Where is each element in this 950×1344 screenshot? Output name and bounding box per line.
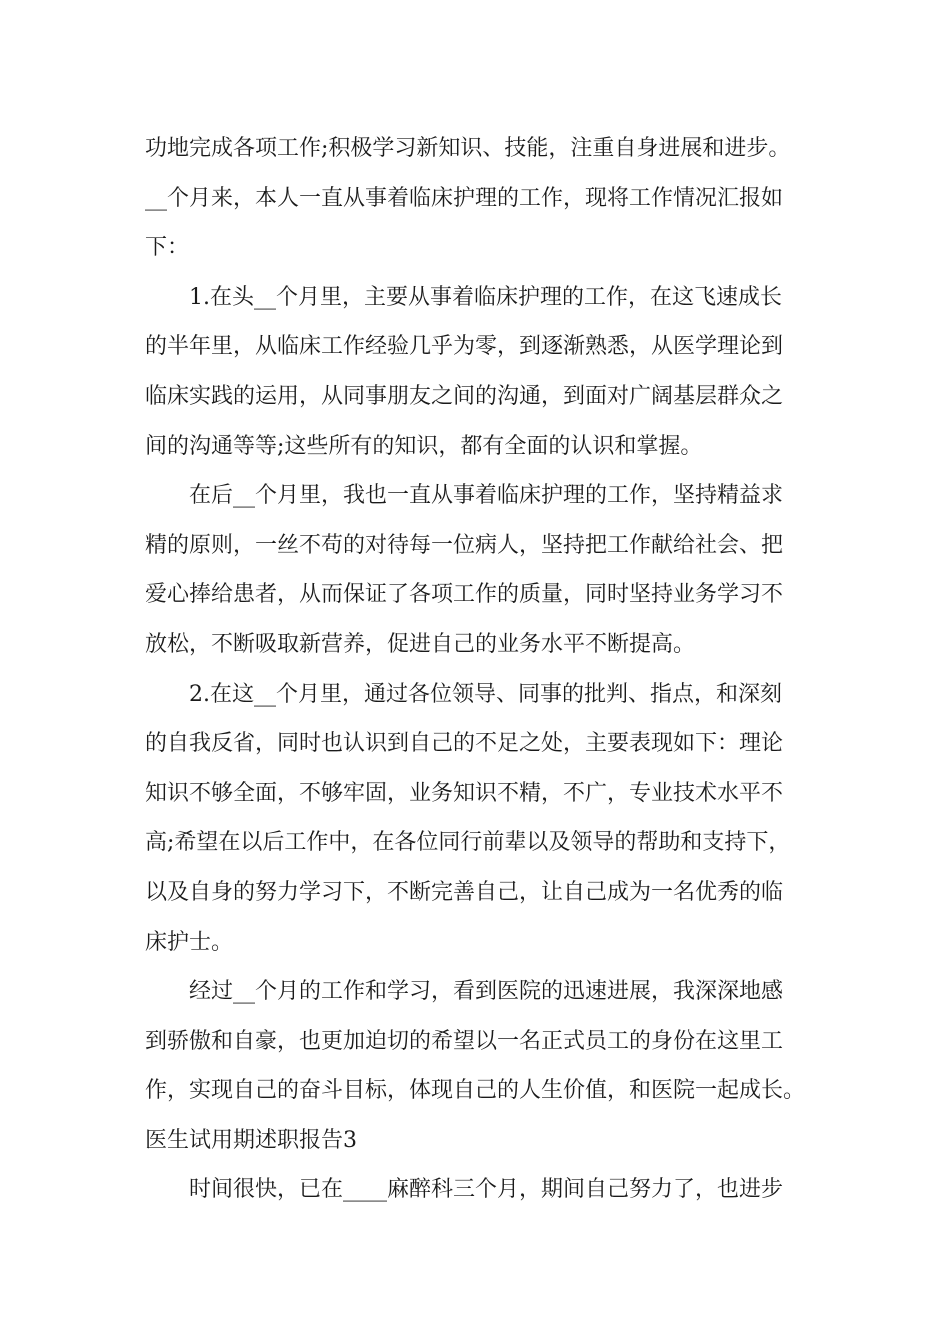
text-line: 时间很快，已在____麻醉科三个月，期间自己努力了，也进步 xyxy=(189,1177,784,1203)
text-line: 的自我反省，同时也认识到自己的不足之处，主要表现如下：理论 xyxy=(145,731,784,757)
text-line: 功地完成各项工作;积极学习新知识、技能，注重自身进展和进步。 xyxy=(145,136,791,161)
text-line: 以及自身的努力学习下，不断完善自己，让自己成为一名优秀的临 xyxy=(145,879,784,905)
text-line: 1.在头__个月里，主要从事着临床护理的工作，在这飞速成长 xyxy=(189,284,782,310)
text-line: 爱心捧给患者，从而保证了各项工作的质量，同时坚持业务学习不 xyxy=(145,582,784,608)
text-line: 临床实践的运用，从同事朋友之间的沟通，到面对广阔基层群众之 xyxy=(145,383,784,409)
text-line: 知识不够全面，不够牢固，业务知识不精，不广，专业技术水平不 xyxy=(145,780,784,806)
text-line: 到骄傲和自豪，也更加迫切的希望以一名正式员工的身份在这里工 xyxy=(145,1028,784,1054)
text-line: 作，实现自己的奋斗目标，体现自己的人生价值，和医院一起成长。 xyxy=(145,1078,806,1104)
text-line: 的半年里，从临床工作经验几乎为零，到逐渐熟悉，从医学理论到 xyxy=(145,334,784,360)
document-body xyxy=(145,124,835,1215)
text-line: 床护士。 xyxy=(145,929,234,955)
text-line: 放松，不断吸取新营养，促进自己的业务水平不断提高。 xyxy=(145,631,696,657)
text-line: 在后__个月里，我也一直从事着临床护理的工作，坚持精益求 xyxy=(189,483,784,509)
text-line: __个月来，本人一直从事着临床护理的工作，现将工作情况汇报如 xyxy=(145,185,784,211)
text-line: 下： xyxy=(145,235,190,261)
text-line: 经过__个月的工作和学习，看到医院的迅速进展，我深深地感 xyxy=(189,979,784,1005)
text-line: 间的沟通等等;这些所有的知识，都有全面的认识和掌握。 xyxy=(145,433,703,459)
text-line: 高;希望在以后工作中，在各位同行前辈以及领导的帮助和支持下， xyxy=(145,830,791,856)
section-heading: 医生试用期述职报告3 xyxy=(145,1127,357,1153)
text-line: 2.在这__个月里，通过各位领导、同事的批判、指点，和深刻 xyxy=(189,681,782,707)
text-line: 精的原则，一丝不苟的对待每一位病人，坚持把工作献给社会、把 xyxy=(145,532,784,558)
